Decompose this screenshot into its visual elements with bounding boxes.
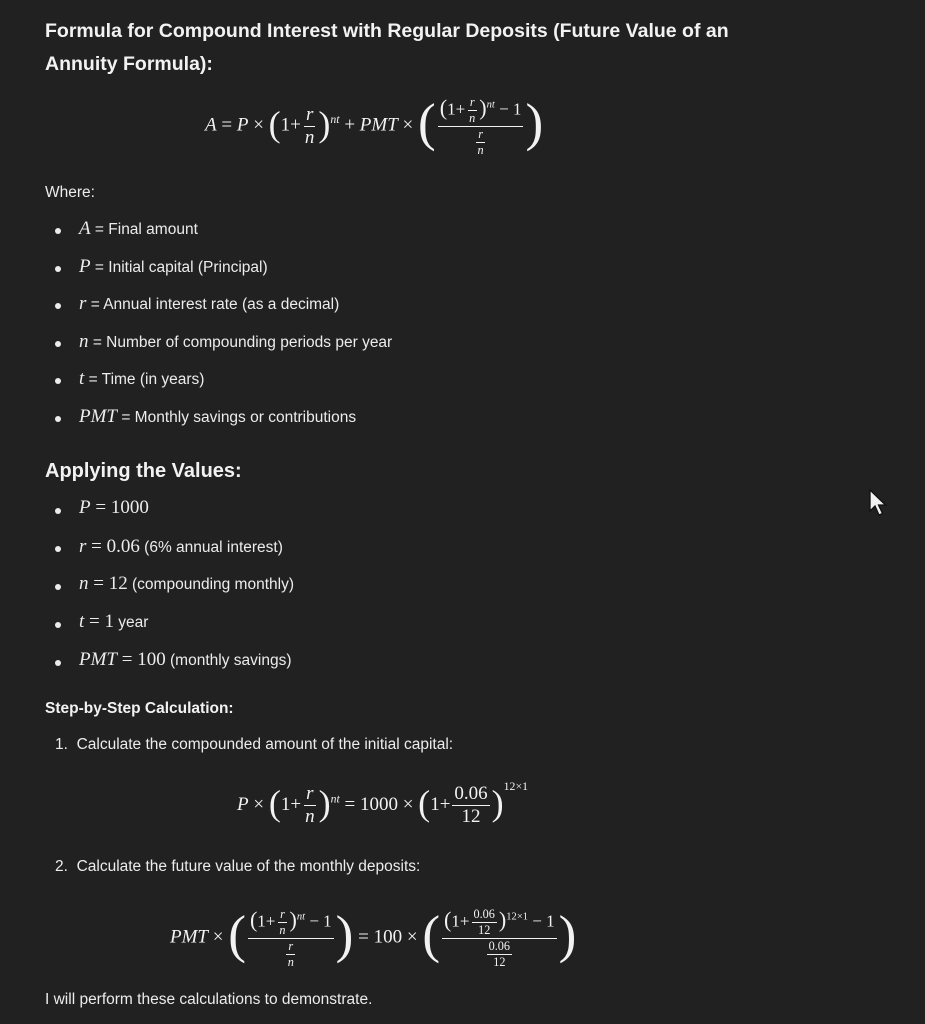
bullet: [55, 546, 61, 552]
step2-formula: PMT × ( (1+ $\frac{r}{n}$ )$^{nt}$ − 1 $\frac{r}{n}$ ) = 100 × ( (1+ $\frac{0.06}{12}$ )$^{12\times 1}$ − 1 $\frac{0.06}{12}$ ): [170, 905, 577, 969]
bullet: [55, 303, 61, 309]
list-item: r = Annual interest rate (as a decimal): [79, 293, 340, 314]
list-item: PMT = Monthly savings or contributions: [79, 406, 357, 427]
bullet: [55, 660, 61, 666]
list-item: n = Number of compounding periods per year: [79, 331, 393, 352]
list-item: r = 0.06 (6% annual interest): [79, 536, 283, 557]
bullet: [55, 416, 61, 422]
cursor-arrow-icon: [868, 489, 890, 517]
list-item: P = 1000: [79, 497, 149, 518]
bullet: [55, 622, 61, 628]
list-item: A = Final amount: [79, 218, 198, 239]
list-item: t = 1 year: [79, 611, 149, 632]
list-item: t = Time (in years): [79, 368, 205, 389]
list-item: PMT = 100 (monthly savings): [79, 649, 292, 670]
step-text: Calculate the compounded amount of the initial capital:: [76, 736, 454, 753]
list-item: P = Initial capital (Principal): [79, 256, 268, 277]
step-number: 2.: [55, 858, 68, 875]
steps-heading: Step-by-Step Calculation:: [45, 700, 234, 717]
bullet: [55, 378, 61, 384]
closing-text: I will perform these calculations to demonstrate.: [45, 991, 373, 1008]
bullet: [55, 341, 61, 347]
list-item: n = 12 (compounding monthly): [79, 573, 294, 594]
bullet: [55, 584, 61, 590]
bullet: [55, 508, 61, 514]
page-title: Formula for Compound Interest with Regular Deposits (Future Value of an Annuity Formula):: [45, 20, 729, 75]
step-number: 1.: [55, 736, 68, 753]
step-text: Calculate the future value of the monthly deposits:: [76, 858, 421, 875]
step-2: [55, 858, 420, 876]
step1-formula: P × (1+ $\frac{r}{n}$ )$^{nt}$ = 1000 × (1+ $\frac{0.06}{12}$ )$^{12\times 1}$: [237, 780, 528, 827]
step-1: [55, 736, 453, 754]
main-formula: A = P × (1+ $\frac{r}{n}$ )$^{nt}$ + PMT × ( (1+ $\frac{r}{n}$ )$^{nt}$ − 1 $\frac{r}{n}$ ): [205, 93, 544, 157]
where-label: Where:: [45, 184, 95, 201]
bullet: [55, 266, 61, 272]
applying-heading: Applying the Values:: [45, 460, 242, 482]
bullet: [55, 228, 61, 234]
